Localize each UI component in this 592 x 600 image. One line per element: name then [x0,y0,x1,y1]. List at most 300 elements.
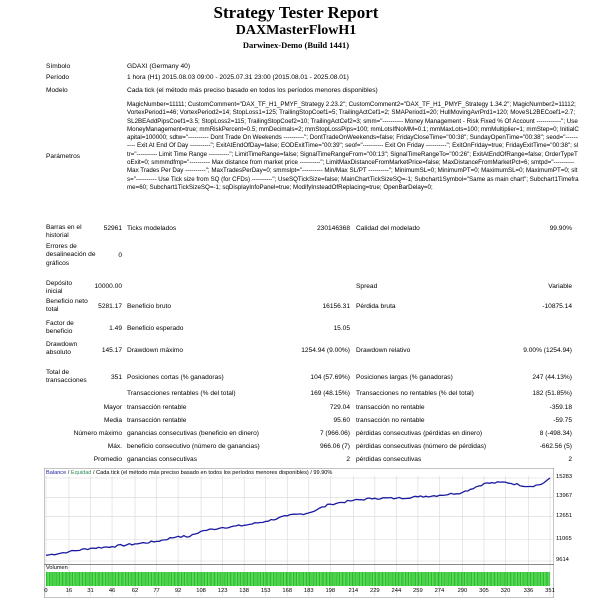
volume-bar [497,572,498,586]
volume-bar [223,572,224,586]
volume-bar [257,572,258,586]
volume-bar [296,572,297,586]
volume-bar [188,572,189,586]
y-tick-label: 12651 [556,512,573,519]
volume-bar [404,572,405,586]
volume-bar [511,572,512,586]
volume-bar [376,572,377,586]
volume-bar [478,572,479,586]
ea-name: DAXMasterFlowH1 [235,23,357,38]
volume-bar [99,572,100,586]
short-value: 104 (57.69%) [310,374,350,381]
caption-equity: Equidad [70,470,92,476]
volume-bar [474,572,475,586]
volume-bar [293,572,294,586]
volume-bar [171,572,172,586]
volume-bar [152,572,153,586]
volume-bar [92,572,93,586]
volume-bar [253,572,254,586]
volume-bar [251,572,252,586]
volume-bar [501,572,502,586]
volume-bar [230,572,231,586]
volume-bar [529,572,530,586]
volume-bar [260,572,261,586]
volume-bar [345,572,346,586]
volume-bar [66,572,67,586]
volume-bar [406,572,407,586]
volume-bar [247,572,248,586]
volume-bar [83,572,84,586]
volume-bar [52,572,53,586]
volume-bar [516,572,517,586]
volume-bar [131,572,132,586]
volume-bar [544,572,545,586]
volume-bars [46,572,550,586]
x-tick-label: 351 [545,588,555,594]
volume-bar [395,572,396,586]
cons-losses-value: 8 (-498.34) [539,430,572,437]
volume-bar [506,572,507,586]
volume-bar [215,572,216,586]
volume-bar [494,572,495,586]
volume-bar [401,572,402,586]
maxnum-label: Número máximo [73,430,122,437]
volume-bar [379,572,380,586]
volume-bar [438,572,439,586]
volume-bar [534,572,535,586]
volume-bar [139,572,140,586]
volume-bar [47,572,48,586]
volume-bar [431,572,432,586]
volume-bar [259,572,260,586]
volume-bar [149,572,150,586]
volume-bar [82,572,83,586]
volume-bar [178,572,179,586]
x-tick-label: 77 [153,588,160,594]
volume-bar [434,572,435,586]
avg-cons-wins-label: ganancias consecutivas [127,456,198,463]
volume-bar [322,572,323,586]
volume-bar [508,572,509,586]
volume-bar [119,572,120,586]
volume-bar [155,572,156,586]
volume-bar [365,572,366,586]
volume-bar [195,572,196,586]
volume-bar [464,572,465,586]
volume-bar [523,572,524,586]
chart-caption [46,470,332,476]
volume-bar [72,572,73,586]
volume-bar [190,572,191,586]
grossprofit-value: 16156.31 [322,303,350,310]
volume-bar [414,572,415,586]
volume-bar [284,572,285,586]
volume-bar [244,572,245,586]
volume-bar [417,572,418,586]
volume-bar [277,572,278,586]
largest-loss-label: transacción no rentable [356,404,425,411]
volume-bar [49,572,50,586]
volume-bar [549,572,550,586]
expected-value: 15.05 [333,325,350,332]
volume-bar [167,572,168,586]
volume-bar [138,572,139,586]
volume-bar [468,572,469,586]
volume-bar [224,572,225,586]
volume-bar [151,572,152,586]
volume-bar [207,572,208,586]
volume-bar [103,572,104,586]
volume-bar [425,572,426,586]
volume-bar [217,572,218,586]
volume-bar [487,572,488,586]
volume-bar [129,572,130,586]
y-tick-label: 13967 [556,493,573,500]
volume-bar [317,572,318,586]
volume-bar [274,572,275,586]
volume-bar [543,572,544,586]
volume-bar [445,572,446,586]
trades-value: 351 [110,374,122,381]
quality-label: Calidad del modelado [356,225,420,232]
volume-bar [483,572,484,586]
volume-bar [382,572,383,586]
volume-bar [303,572,304,586]
volume-bar [396,572,397,586]
maxdd-value: 1254.94 (9.00%) [301,347,350,354]
volume-bar [336,572,337,586]
volume-bar [126,572,127,586]
volume-bar [142,572,143,586]
volume-bar [69,572,70,586]
trades-label: Total de transacciones [46,369,87,385]
volume-bar [315,572,316,586]
volume-bar [541,572,542,586]
volume-bar [320,572,321,586]
volume-bar [493,572,494,586]
pf-label: Factor de beneficio [46,320,74,336]
volume-bar [442,572,443,586]
x-tick-label: 198 [325,588,336,594]
volume-bar [421,572,422,586]
volume-bar [520,572,521,586]
volume-bar [299,572,300,586]
volume-bar [211,572,212,586]
avg-loss-label: transacción no rentable [356,417,425,424]
caption-sep: / [66,470,71,476]
volume-bar [286,572,287,586]
cons-profit-value: 966.06 (7) [319,443,350,450]
volume-bar [184,572,185,586]
volume-bar [96,572,97,586]
maxdd-label: Drawdown máximo [127,347,184,354]
volume-bar [531,572,532,586]
volume-bar [114,572,115,586]
spread-label: Spread [356,283,378,290]
volume-bar [241,572,242,586]
volume-bar [101,572,102,586]
x-tick-label: 274 [434,588,445,594]
avg-win-value: 95.60 [333,417,350,424]
volume-bar [514,572,515,586]
volume-bar [394,572,395,586]
volume-bar [537,572,538,586]
volume-bar [59,572,60,586]
volume-bar [111,572,112,586]
volume-bar [536,572,537,586]
volume-bar [240,572,241,586]
volume-bar [231,572,232,586]
x-tick-label: 16 [65,588,73,594]
volume-bar [361,572,362,586]
volume-bar [461,572,462,586]
grossprofit-label: Beneficio bruto [127,303,171,310]
volume-bar [246,572,247,586]
volume-bar [56,572,57,586]
profitable-value: 169 (48.15%) [310,390,350,397]
volume-bar [250,572,251,586]
volume-bar [485,572,486,586]
volume-bar [50,572,51,586]
volume-bar [102,572,103,586]
volume-bar [269,572,270,586]
x-tick-label: 31 [87,588,94,594]
volume-bar [95,572,96,586]
model-value: Cada tick (el método más preciso basado en todos los períodos menores disponibles) [127,87,378,94]
x-tick-label: 0 [44,588,48,594]
volume-bar [325,572,326,586]
x-tick-label: 108 [196,588,206,594]
volume-bar [116,572,117,586]
volume-bar [429,572,430,586]
volume-bar [435,572,436,586]
volume-bar [264,572,265,586]
x-tick-label: 259 [413,588,423,594]
period-label: Período [46,74,70,81]
volume-bar [147,572,148,586]
x-tick-label: 305 [479,588,489,594]
reldd-label: Drawdown relativo [356,347,411,354]
volume-bar [204,572,205,586]
volume-bar [350,572,351,586]
volume-bar [115,572,116,586]
x-tick-label: 153 [260,588,271,594]
period-value: 1 hora (H1) 2015.08.03 09:00 - 2025.07.31 23:00 (2015.08.01 - 2025.08.01) [127,74,349,81]
volume-bar [218,572,219,586]
volume-bar [174,572,175,586]
volume-bar [205,572,206,586]
volume-bar [362,572,363,586]
bars-label: Barras en el historial [46,224,82,240]
volume-bar [63,572,64,586]
volume-bar [165,572,166,586]
x-tick-label: 92 [174,588,182,594]
volume-bar [517,572,518,586]
volume-bar [427,572,428,586]
volume-bar [125,572,126,586]
volume-bar [484,572,485,586]
volume-bar [388,572,389,586]
params-label: Parámetros [46,153,81,160]
volume-bar [452,572,453,586]
volume-bar [527,572,528,586]
x-tick-label: 336 [523,588,534,594]
volume-bar [180,572,181,586]
volume-bar [279,572,280,586]
volume-bar [161,572,162,586]
volume-bar [412,572,413,586]
volume-bar [451,572,452,586]
x-tick-label: 168 [282,588,293,594]
absdd-label: Drawdown absoluto [46,341,78,357]
x-tick-label: 320 [500,588,511,594]
volume-bar [329,572,330,586]
volume-bar [495,572,496,586]
volume-bar [391,572,392,586]
volume-bar [305,572,306,586]
short-label: Posiciones cortas (% ganadoras) [127,374,224,381]
volume-bar [109,572,110,586]
volume-bar [175,572,176,586]
symbol-value: GDAXI (Germany 40) [127,63,191,70]
volume-bar [132,572,133,586]
volume-bar [475,572,476,586]
volume-bar [507,572,508,586]
volume-bar [309,572,310,586]
volume-bar [518,572,519,586]
volume-bar [533,572,534,586]
volume-bar [418,572,419,586]
volume-bar [62,572,63,586]
spread-value: Variable [548,283,572,290]
x-tick-label: 244 [391,588,402,594]
volume-bar [454,572,455,586]
volume-bar [254,572,255,586]
volume-bar [81,572,82,586]
volume-bar [339,572,340,586]
volume-bar [283,572,284,586]
volume-bar [276,572,277,586]
reldd-value: 9.00% (1254.94) [523,347,572,354]
volume-bar [170,572,171,586]
volume-bar [249,572,250,586]
volume-bar [154,572,155,586]
x-tick-label: 229 [369,588,380,594]
volume-bar [498,572,499,586]
volume-bar [326,572,327,586]
volume-bar [306,572,307,586]
absdd-value: 145.17 [101,347,122,354]
avgcons-label: Promedio [93,456,122,463]
model-label: Modelo [46,87,68,94]
volume-bar [355,572,356,586]
volume-bar [467,572,468,586]
volume-bar [375,572,376,586]
volume-bar [319,572,320,586]
y-tick-label: 15283 [556,474,573,480]
volume-bar [210,572,211,586]
volume-bar [280,572,281,586]
cons-losses-label: pérdidas consecutivas (pérdidas en dinero) [356,430,483,437]
volume-bar [58,572,59,586]
volume-bar [477,572,478,586]
volume-bar [458,572,459,586]
volume-bar [383,572,384,586]
quality-value: 99.90% [549,225,572,232]
params-value: MagicNumber=11111; CustomComment="DAX_TF_H1_PMYF_Strategy 2.23.2"; CustomComment2="DAX_TF_H1_PMYF_Strategy 1.34.2"; MagicNumber2=11112; VortexPeriod1=46; VortexPeriod2=14; StopLoss1=125; TrailingStopCoef1=5; TrailingActCef1=2; SMAPeriod1=20; HullMovingAvrPrd1=120; MoveSL2BECoef1=2.7; SL2BEAddPipsCoef1=3.5; StopLoss2=115; TrailingStopCoef2=10; TrailingActCef2=3; smm="---------- Money Management - Risk Fixed % Of Account ------------"; UseMoneyManagement=true; mmRiskPercent=0.5; mmDecimals=2; mmStopLossPips=100; mmLotsIfNoMM=0.1; mmMaxLots=100; mmMultiplier=1; mmStep=0; InitialCapital=100000; sdtw="---------- Dont Trade On Weekends ----------"; DontTradeOnWeekends=false; FridayCloseTime="00:38"; SundayOpenTime="00:38"; seod="---------- Exit At End Of Day ----------"; ExitAtEndOfDay=false; EODExitTime="00:39"; seof="---------- Exit On Friday ----------"; ExitOnFriday=true; FridayExitTime="00:38"; sltr="---------- Limit Time Range ----------"; LimitTimeRange=false; SignalTimeRangeFrom="00:13"; SignalTimeRangeTo="00:26"; ExitAtEndOfRange=false; OrderTypeToExit=0; smmmdfmp="---------- Max distance from market price ----------"; LimitMaxDistanceFromMarketPrice=false; MaxDistanceFromMarketPct=6; smtpd="---------- Max Trades Per Day ----------"; MaxTradesPerDay=0; smmslpt="---------- Min/Max SL/PT ----------"; MinimumSL=0; MinimumPT=0; MaximumSL=0; MaximumPT=0; slts="---------- Use Tick size from SQ (for CFDs) ----------"; UseSQTickSize=false; MainChartTickSizeSQ=-1; Subchart1Symbol="Same as main chart"; Subchart1Timeframe=60; Subchart1TickSizeSQ=-1; sqDisplayInfoPanel=true; ModifyInsteadOfReplacing=true; OpenBarDelay=0; [127,101,579,191]
volume-bar [381,572,382,586]
symbol-label: Símbolo [46,63,71,70]
volume-bar [465,572,466,586]
volume-bar [287,572,288,586]
volume-bar [106,572,107,586]
volume-bar [70,572,71,586]
volume-bar [75,572,76,586]
volume-bar [491,572,492,586]
volume-bar [352,572,353,586]
long-label: Posiciones largas (% ganadoras) [356,374,453,381]
bars-value: 52961 [103,225,122,232]
volume-bar [182,572,183,586]
volume-bar [228,572,229,586]
volume-bar [137,572,138,586]
volume-bar [294,572,295,586]
caption-rest: / Cada tick (el método más preciso basado en todos los períodos menores disponibles) / 99.90% [91,470,333,476]
volume-bar [524,572,525,586]
volume-bar [157,572,158,586]
largest-loss-value: -359.18 [549,404,572,411]
volume-bar [200,572,201,586]
long-value: 247 (44.13%) [532,374,572,381]
volume-bar [500,572,501,586]
volume-bar [144,572,145,586]
maxval-label: Máx. [107,443,122,450]
volume-bar [266,572,267,586]
avg-cons-losses-value: 2 [568,456,572,463]
volume-bar [124,572,125,586]
avg-cons-losses-label: pérdidas consecutivas [356,456,422,463]
grossloss-label: Pérdida bruta [356,303,396,310]
volume-bar [539,572,540,586]
volume-bar [432,572,433,586]
volume-bar [444,572,445,586]
volume-bar [191,572,192,586]
losing-label: Transacciones no rentables (% del total) [356,390,474,397]
volume-bar [310,572,311,586]
errors-value: 0 [118,252,122,259]
volume-bar [108,572,109,586]
volume-bar [521,572,522,586]
volume-bar [89,572,90,586]
media-label: Media [104,417,122,424]
volume-bar [220,572,221,586]
volume-bar [392,572,393,586]
volume-bar [297,572,298,586]
volume-bar [93,572,94,586]
volume-bar [187,572,188,586]
volume-bar [547,572,548,586]
volume-bar [488,572,489,586]
x-tick-label: 138 [239,588,249,594]
volume-bar [73,572,74,586]
volume-bar [450,572,451,586]
x-tick-label: 290 [457,588,468,594]
volume-bar [256,572,257,586]
volume-bar [270,572,271,586]
volume-bar [46,572,47,586]
volume-bar [372,572,373,586]
volume-bar [243,572,244,586]
